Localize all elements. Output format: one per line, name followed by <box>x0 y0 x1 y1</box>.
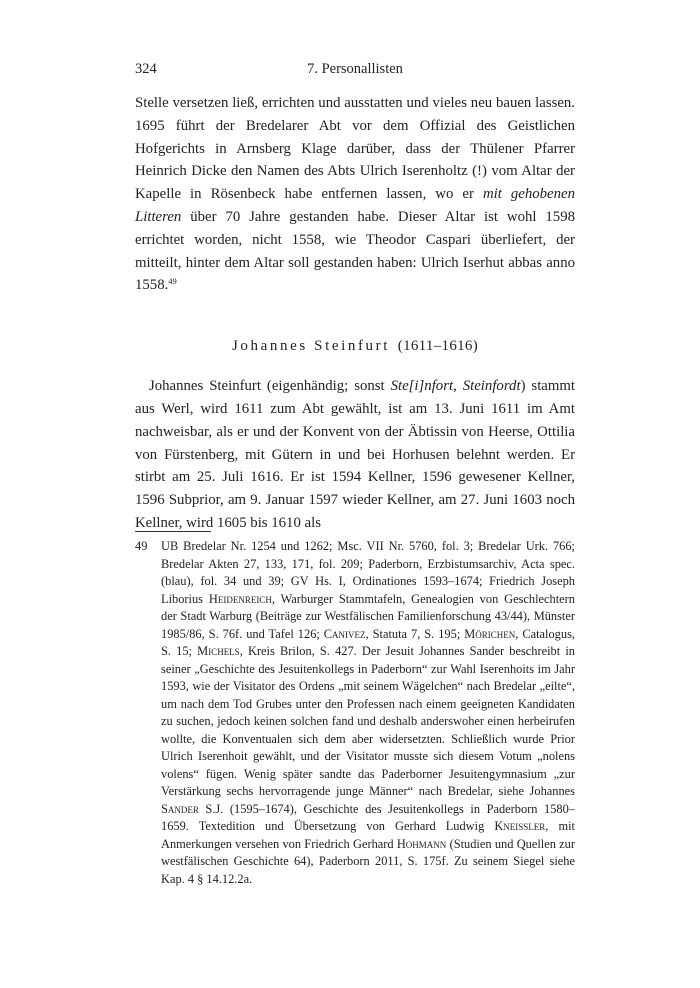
intro-text-end: über 70 Jahre gestanden habe. Dieser Altar ist wohl 1598 errichtet worden, nicht 1558, wie Theodor Caspari überliefert, der mitteilt, hinter dem Altar soll gestanden haben: Ulrich Iserhut abbas anno 1558. <box>135 208 575 294</box>
page-header <box>135 61 575 81</box>
running-title: 7. Personallisten <box>307 61 403 77</box>
section-heading-name: Johannes Steinfurt <box>231 338 391 355</box>
intro-paragraph <box>135 92 575 297</box>
section-heading <box>135 335 575 357</box>
biography-paragraph <box>135 375 575 535</box>
footnote-seg: S.J. (1595–1674), Geschichte des Jesuitenkollegs in Paderborn 1580–1659. Textedition und Übersetzung von Gerhard Ludwig <box>161 801 575 833</box>
footnote-seg: , Warburger Stammtafeln, Genealogien von Geschlechtern der Stadt Warburg (Beiträge zur Westfälischen Familienforschung 43/44), Münster 1985/86, S. 76f. und Tafel 126; <box>161 591 576 641</box>
footnote-text <box>161 538 575 888</box>
footnote-seg: , Statuta 7, S. 195; <box>365 626 465 641</box>
footnote-reference[interactable]: 49 <box>168 276 177 287</box>
intro-text: Stelle versetzen ließ, errichten und ausstatten und vieles neu bauen lassen. 1695 führt der Bredelarer Abt vor dem Offizial des Geistlichen Hofgerichts in Arnsberg Klage darüber, dass der Thülener Pfarrer Heinrich Dicke den Namen des Abts Ulrich Iserenholtz (!) vom Altar der Kapelle in Rösenbeck habe entfernen lassen, wo er <box>135 95 575 203</box>
footnote-number: 49 <box>135 539 148 553</box>
author-canivez: Canivez <box>323 626 366 641</box>
footnote-seg: , Catalogus, S. 15; <box>161 626 575 658</box>
author-hohmann: Hohmann <box>396 836 447 851</box>
author-michels: Michels <box>197 644 240 658</box>
author-moerichen: Mörichen <box>464 626 516 641</box>
footnote-seg: (Studien und Quellen zur westfälischen Geschichte 64), Paderborn 2011, S. 175f. Zu seinem Siegel siehe Kap. 4 § 14.12.2a. <box>161 836 576 886</box>
main-text <box>135 92 575 535</box>
footnote-49 <box>135 538 575 888</box>
page-number: 324 <box>135 61 157 77</box>
footnote-seg: UB Bredelar Nr. 1254 und 1262; Msc. VII Nr. 5760, fol. 3; Bredelar Urk. 766; Bredelar Akten 27, 133, 171, fol. 209; Paderborn, Erzbistumsarchiv, Acta spec. (blau), fol. 34 und 39; GV Hs. I, Ordinationes 1593–1674; Friedrich Joseph Liborius <box>161 539 575 606</box>
section-heading-years: (1611–1616) <box>397 338 479 355</box>
biography-lead: Johannes Steinfurt (eigenhändig; sonst <box>149 378 391 395</box>
name-variant-1: Ste[i]nfort <box>390 378 454 395</box>
footnote-seg: , mit Anmerkungen versehen von Friedrich Gerhard <box>161 819 575 851</box>
footnote-rule <box>135 531 211 532</box>
footnote-seg: , Kreis Brilon, S. 427. Der Jesuit Johannes Sander beschreibt in seiner „Geschichte des Jesuitenkollegs in Paderborn“ zur Wahl Iserenhoits im Jahr 1593, wie der Visitator des Ordens „mit seinem Wägelchen“ nach Bredelar „eilte“, um nach dem Tod Grubes unter den Professen nach einem geeigneten Kandidaten zu suchen, jedoch keinen solchen fand und deshalb anderswoher einen herbeirufen wollte, die Konventualen sich dem aber widersetzten. Schließlich wurde Prior Ulrich Iserenhoit gewählt, und der Visitator musste sich diesem Votum „nolens volens“ fügen. Wenig später sandte das Paderborner Jesuitengymnasium „zur Verstärkung sechs hervorragende junge Männer“ nach Bredelar, siehe Johannes <box>161 644 575 798</box>
author-kneissler: Kneissler <box>494 819 546 833</box>
biography-rest: ) stammt aus Werl, wird 1611 zum Abt gewählt, ist am 13. Juni 1611 im Amt nachweisbar, als er und der Konvent von der Äbtissin von Heerse, Ottilia von Fürstenberg, mit Gütern in und bei Horhusen belehnt werden. Er stirbt am 25. Juli 1616. Er ist 1594 Kellner, 1596 gewesener Kellner, 1596 Subprior, am 9. Januar 1597 wieder Kellner, am 27. Juni 1603 noch Kellner, wird 1605 bis 1610 als <box>135 378 576 531</box>
variant-separator: , <box>453 378 463 395</box>
author-heidenreich: Heidenreich <box>208 591 272 606</box>
name-variant-2: Steinfordt <box>462 378 521 395</box>
author-sander: Sander <box>161 801 199 816</box>
intro-italic-phrase: mit gehobenen Litteren <box>135 186 575 225</box>
